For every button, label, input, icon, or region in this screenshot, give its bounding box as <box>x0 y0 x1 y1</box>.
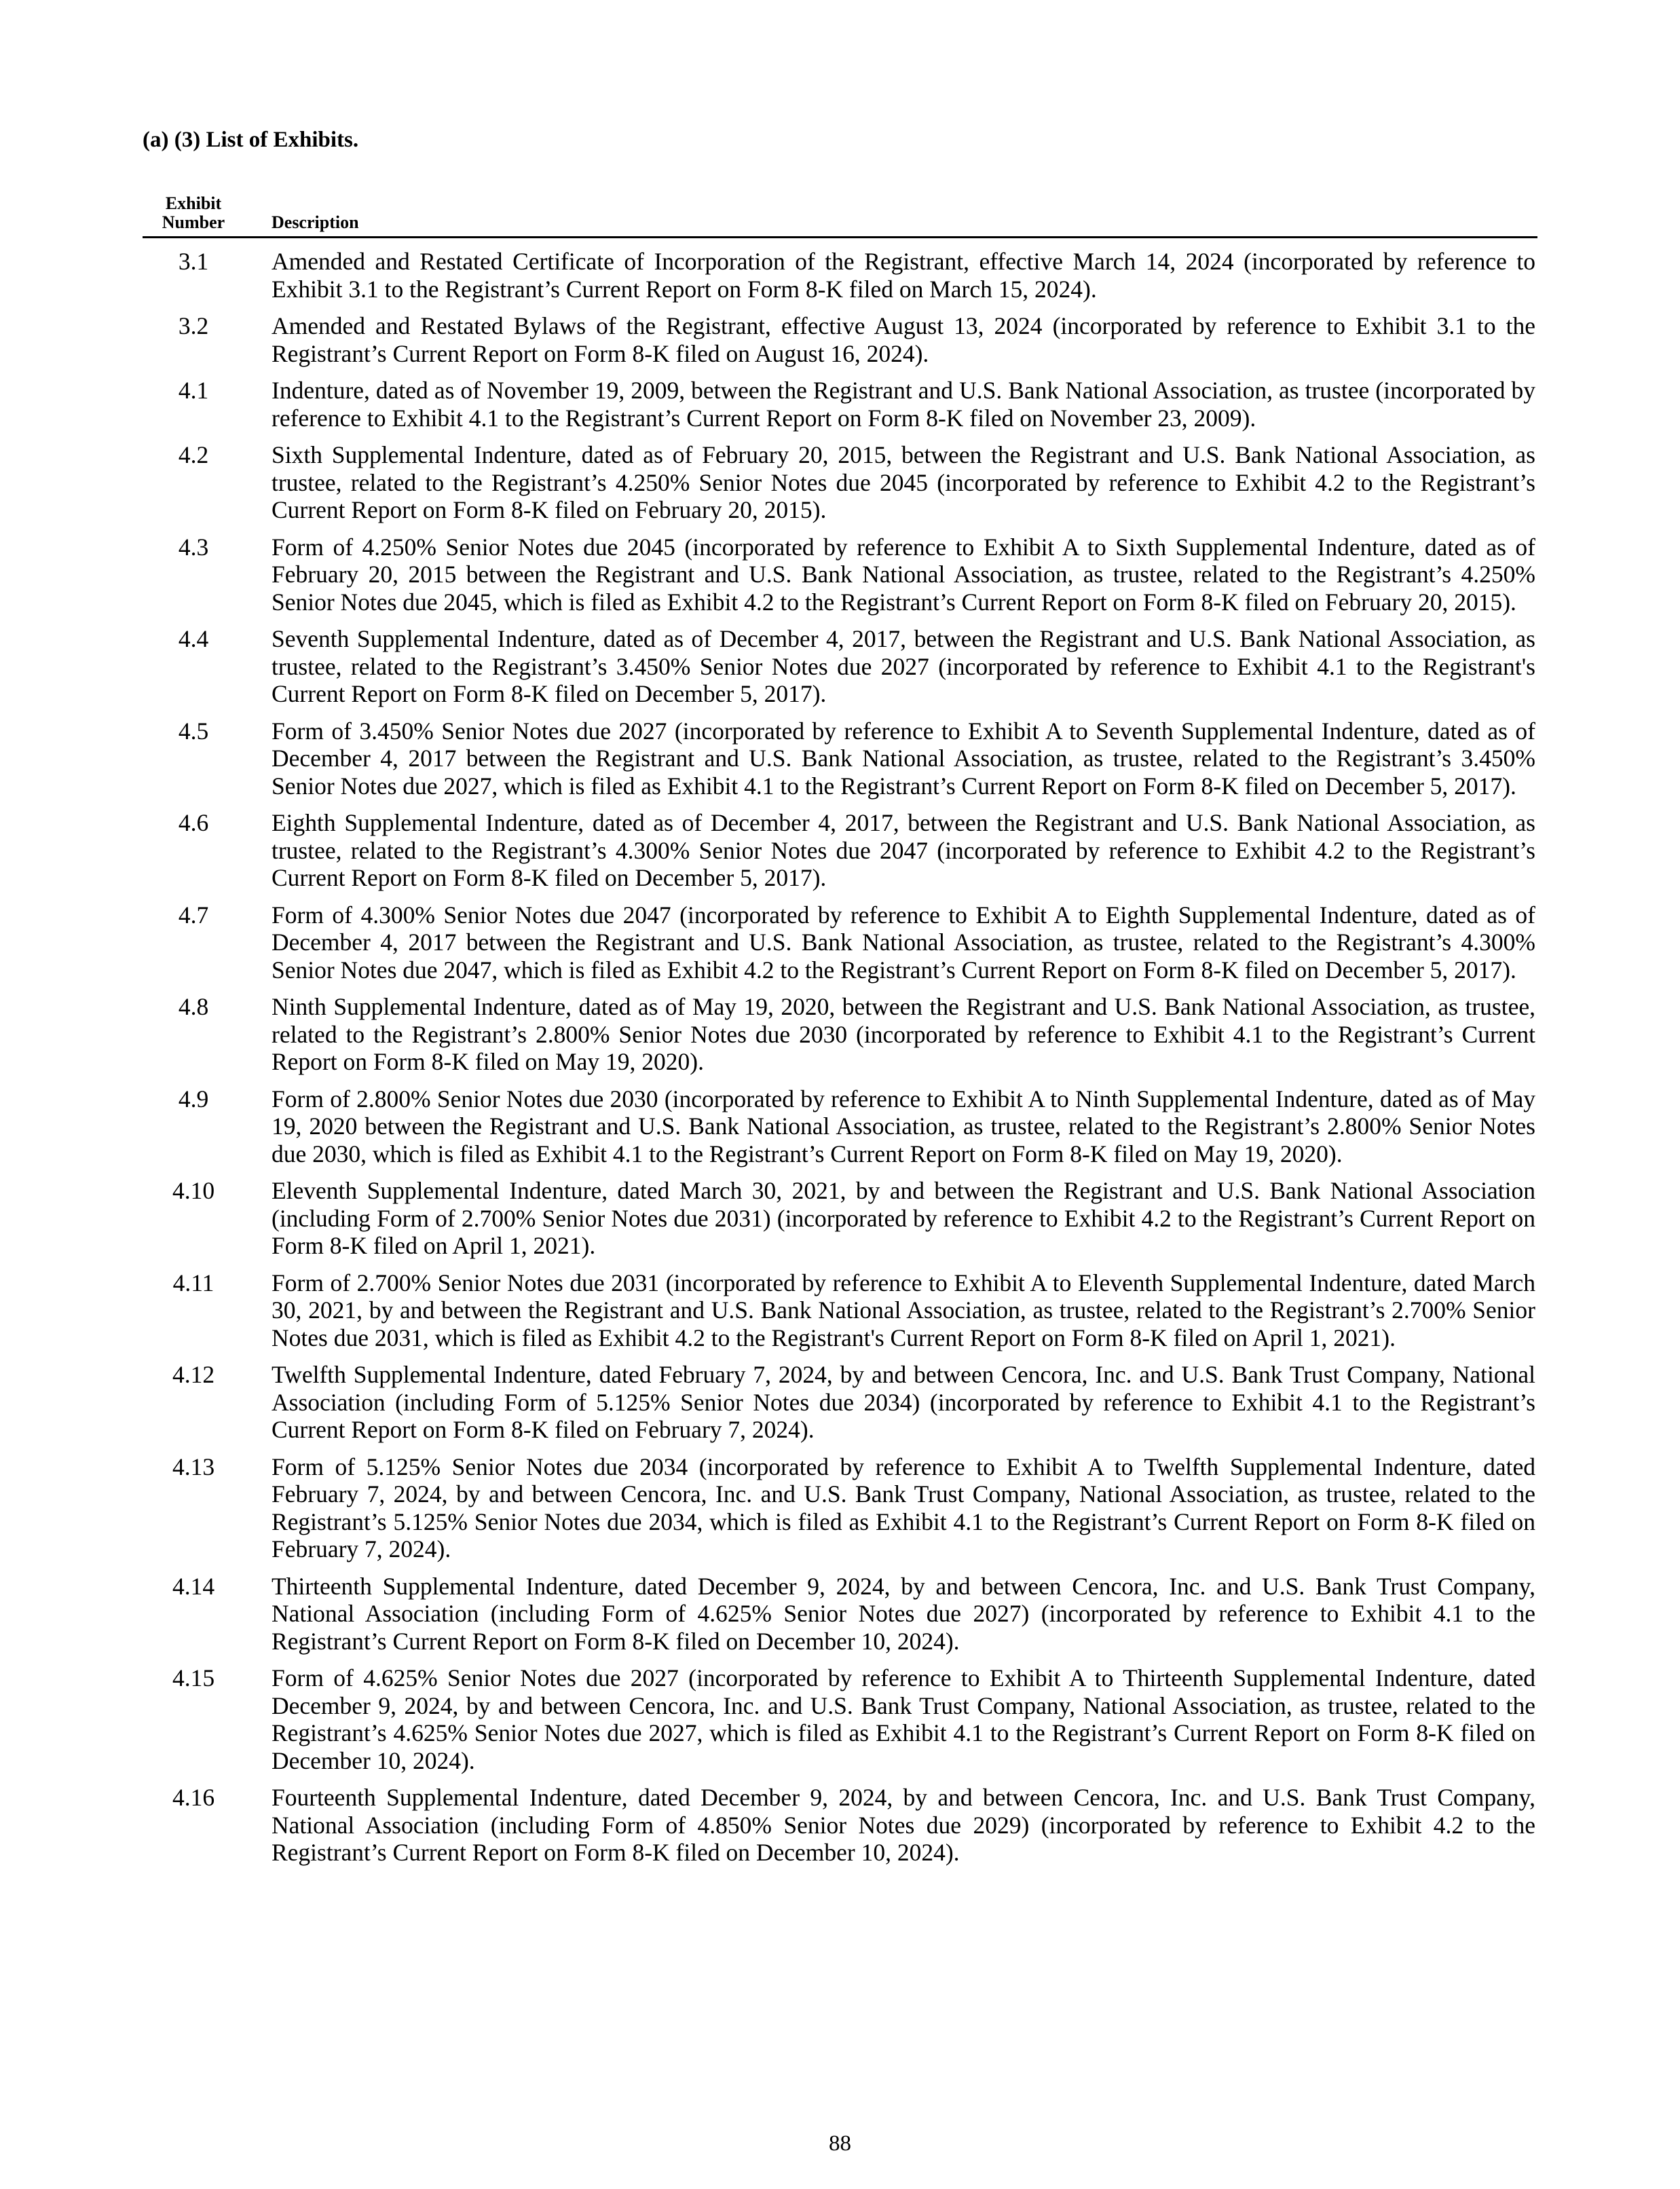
table-row <box>143 1269 1537 1352</box>
exhibit-number: 4.15 <box>172 1664 215 1691</box>
exhibit-description: Form of 2.700% Senior Notes due 2031 (incorporated by reference to Exhibit A to Eleventh Supplemental Indenture, dated March 30, 2021, by and between the Registrant and U.S. Bank National Association, as trustee, related to the Registrant’s 2.700% Senior Notes due 2031, which is filed as Exhibit 4.2 to the Registrant's Current Report on Form 8-K filed on April 1, 2021). <box>272 1269 1535 1351</box>
page-number: 88 <box>829 2131 851 2156</box>
exhibit-description: Thirteenth Supplemental Indenture, dated December 9, 2024, by and between Cencora, Inc. and U.S. Bank Trust Company, National Association (including Form of 4.625% Senior Notes due 2027) (incorporated by reference to Exhibit 4.1 to the Registrant’s Current Report on Form 8-K filed on December 10, 2024). <box>272 1572 1535 1655</box>
exhibit-description: Form of 3.450% Senior Notes due 2027 (incorporated by reference to Exhibit A to Seventh Supplemental Indenture, dated as of December 4, 2017 between the Registrant and U.S. Bank National Association, as trustee, related to the Registrant’s 3.450% Senior Notes due 2027, which is filed as Exhibit 4.1 to the Registrant’s Current Report on Form 8-K filed on December 5, 2017). <box>272 717 1535 800</box>
exhibit-number: 4.12 <box>172 1361 215 1388</box>
exhibit-description: Seventh Supplemental Indenture, dated as of December 4, 2017, between the Registrant and U.S. Bank National Association, as trustee, related to the Registrant’s 3.450% Senior Notes due 2027 (incorporated by reference to Exhibit 4.1 to the Registrant's Current Report on Form 8-K filed on December 5, 2017). <box>272 625 1535 707</box>
table-row <box>143 1573 1537 1655</box>
table-row <box>143 1784 1537 1867</box>
exhibit-number: 3.1 <box>178 248 209 275</box>
table-header <box>143 194 1537 238</box>
exhibit-number: 4.10 <box>172 1177 215 1204</box>
table-row <box>143 901 1537 984</box>
exhibit-number-header-line2: Number <box>162 212 225 232</box>
exhibit-description: Amended and Restated Bylaws of the Registrant, effective August 13, 2024 (incorporated by reference to Exhibit 3.1 to the Registrant’s Current Report on Form 8-K filed on August 16, 2024). <box>272 312 1535 367</box>
exhibit-number-header <box>143 194 244 232</box>
table-row <box>143 717 1537 800</box>
exhibit-number-header-line1: Exhibit <box>165 193 222 213</box>
exhibit-description: Indenture, dated as of November 19, 2009, between the Registrant and U.S. Bank National Association, as trustee (incorporated by reference to Exhibit 4.1 to the Registrant’s Current Report on Form 8-K filed on November 23, 2009). <box>272 377 1535 432</box>
table-row <box>143 441 1537 524</box>
table-row <box>143 1453 1537 1563</box>
table-row <box>143 1664 1537 1774</box>
section-heading: (a) (3) List of Exhibits. <box>143 128 359 152</box>
exhibit-number: 4.14 <box>172 1572 215 1600</box>
exhibit-description: Form of 5.125% Senior Notes due 2034 (incorporated by reference to Exhibit A to Twelfth Supplemental Indenture, dated February 7, 2024, by and between Cencora, Inc. and U.S. Bank Trust Company, National Association, as trustee, related to the Registrant’s 5.125% Senior Notes due 2034, which is filed as Exhibit 4.1 to the Registrant’s Current Report on Form 8-K filed on February 7, 2024). <box>272 1453 1535 1563</box>
table-row <box>143 993 1537 1076</box>
exhibit-description: Form of 4.250% Senior Notes due 2045 (incorporated by reference to Exhibit A to Sixth Supplemental Indenture, dated as of February 20, 2015 between the Registrant and U.S. Bank National Association, as trustee, related to the Registrant’s 4.250% Senior Notes due 2045, which is filed as Exhibit 4.2 to the Registrant’s Current Report on Form 8-K filed on February 20, 2015). <box>272 533 1535 616</box>
exhibit-number: 4.5 <box>178 717 209 745</box>
exhibit-number: 4.2 <box>178 441 209 468</box>
exhibit-number: 4.1 <box>178 377 209 404</box>
exhibit-number: 4.16 <box>172 1784 215 1811</box>
exhibit-description: Fourteenth Supplemental Indenture, dated December 9, 2024, by and between Cencora, Inc. and U.S. Bank Trust Company, National Association (including Form of 4.850% Senior Notes due 2029) (incorporated by reference to Exhibit 4.2 to the Registrant’s Current Report on Form 8-K filed on December 10, 2024). <box>272 1784 1535 1866</box>
table-row <box>143 248 1537 303</box>
exhibit-number: 3.2 <box>178 312 209 339</box>
exhibits-table <box>143 194 1537 1867</box>
exhibit-description: Eleventh Supplemental Indenture, dated March 30, 2021, by and between the Registrant and U.S. Bank National Association (including Form of 2.700% Senior Notes due 2031) (incorporated by reference to Exhibit 4.2 to the Registrant’s Current Report on Form 8-K filed on April 1, 2021). <box>272 1177 1535 1259</box>
exhibit-description: Sixth Supplemental Indenture, dated as of February 20, 2015, between the Registrant and U.S. Bank National Association, as trustee, related to the Registrant’s 4.250% Senior Notes due 2045 (incorporated by reference to Exhibit 4.2 to the Registrant’s Current Report on Form 8-K filed on February 20, 2015). <box>272 441 1535 523</box>
table-row <box>143 625 1537 708</box>
table-row <box>143 1085 1537 1168</box>
exhibit-number: 4.4 <box>178 625 209 652</box>
exhibit-description: Amended and Restated Certificate of Incorporation of the Registrant, effective March 14, 2024 (incorporated by reference to Exhibit 3.1 to the Registrant’s Current Report on Form 8-K filed on March 15, 2024). <box>272 248 1535 303</box>
exhibit-description: Twelfth Supplemental Indenture, dated February 7, 2024, by and between Cencora, Inc. and U.S. Bank Trust Company, National Association (including Form of 5.125% Senior Notes due 2034) (incorporated by reference to Exhibit 4.1 to the Registrant’s Current Report on Form 8-K filed on February 7, 2024). <box>272 1361 1535 1443</box>
table-row <box>143 377 1537 432</box>
exhibit-description: Form of 2.800% Senior Notes due 2030 (incorporated by reference to Exhibit A to Ninth Supplemental Indenture, dated as of May 19, 2020 between the Registrant and U.S. Bank National Association, as trustee, related to the Registrant’s 2.800% Senior Notes due 2030, which is filed as Exhibit 4.1 to the Registrant’s Current Report on Form 8-K filed on May 19, 2020). <box>272 1085 1535 1167</box>
exhibit-number: 4.6 <box>178 809 209 836</box>
table-row <box>143 1361 1537 1444</box>
table-row <box>143 534 1537 616</box>
exhibit-number: 4.13 <box>172 1453 215 1480</box>
exhibit-description: Form of 4.625% Senior Notes due 2027 (incorporated by reference to Exhibit A to Thirteenth Supplemental Indenture, dated December 9, 2024, by and between Cencora, Inc. and U.S. Bank Trust Company, National Association, as trustee, related to the Registrant’s 4.625% Senior Notes due 2027, which is filed as Exhibit 4.1 to the Registrant’s Current Report on Form 8-K filed on December 10, 2024). <box>272 1664 1535 1774</box>
exhibit-number: 4.3 <box>178 533 209 561</box>
description-header: Description <box>272 212 359 232</box>
table-row <box>143 809 1537 892</box>
exhibit-number: 4.8 <box>178 993 209 1020</box>
exhibit-number: 4.11 <box>172 1269 214 1296</box>
table-row <box>143 312 1537 367</box>
exhibit-number: 4.7 <box>178 901 209 929</box>
exhibit-description: Eighth Supplemental Indenture, dated as of December 4, 2017, between the Registrant and U.S. Bank National Association, as trustee, related to the Registrant’s 4.300% Senior Notes due 2047 (incorporated by reference to Exhibit 4.2 to the Registrant’s Current Report on Form 8-K filed on December 5, 2017). <box>272 809 1535 891</box>
exhibit-description: Ninth Supplemental Indenture, dated as of May 19, 2020, between the Registrant and U.S. Bank National Association, as trustee, related to the Registrant’s 2.800% Senior Notes due 2030 (incorporated by reference to Exhibit 4.1 to the Registrant’s Current Report on Form 8-K filed on May 19, 2020). <box>272 993 1535 1075</box>
exhibit-number: 4.9 <box>178 1085 209 1112</box>
table-row <box>143 1177 1537 1260</box>
exhibit-description: Form of 4.300% Senior Notes due 2047 (incorporated by reference to Exhibit A to Eighth Supplemental Indenture, dated as of December 4, 2017 between the Registrant and U.S. Bank National Association, as trustee, related to the Registrant’s 4.300% Senior Notes due 2047, which is filed as Exhibit 4.2 to the Registrant’s Current Report on Form 8-K filed on December 5, 2017). <box>272 901 1535 984</box>
